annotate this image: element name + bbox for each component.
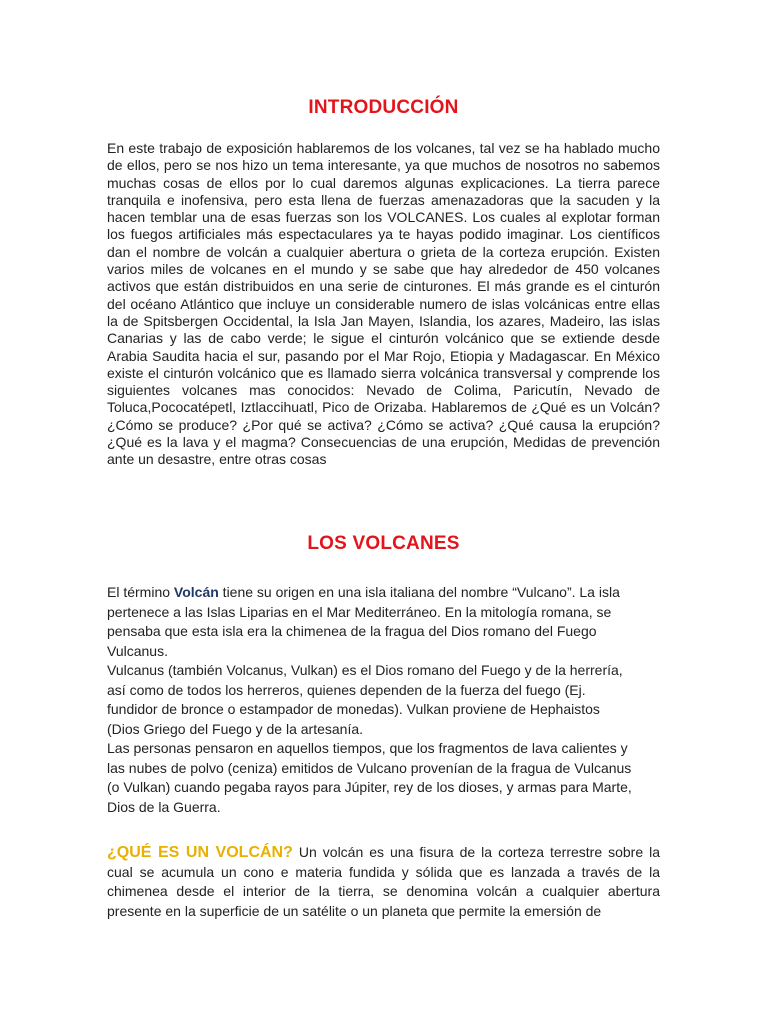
que-es-heading: ¿QUÉ ES UN VOLCÁN? — [107, 844, 293, 861]
volcanes-paragraph-3: Las personas pensaron en aquellos tiempos, que los fragmentos de lava calientes y las nubes de polvo (ceniza) emitidos de Vulcano provenían de la fragua de Vulcanus (o Vulkan) cuando pegaba rayos para Júpiter, rey de los dioses, y armas para Marte, Dios de la Guerra. — [107, 740, 632, 815]
volcanes-paragraph-2: Vulcanus (también Volcanus, Vulkan) es el Dios romano del Fuego y de la herrería, así como de todos los herreros, quienes dependen de la fuerza del fuego (Ej. fundidor de bronce o estampador de monedas). Vulkan proviene de Hephaistos (Dios Griego del Fuego y de la artesanía. — [107, 662, 623, 737]
volcanes-paragraph-1 — [107, 583, 632, 661]
intro-paragraph: En este trabajo de exposición hablaremos de los volcanes, tal vez se ha hablado mucho de ellos, pero se nos hizo un tema interesante, ya que muchos de nosotros no sabemos muchas cosas de ellos por lo cual daremos algunas explicaciones. La tierra parece tranquila e inofensiva, pero esta llena de fuerzas amenazadoras que la sacuden y la hacen temblar una de esas fuerzas son los VOLCANES. Los cuales al explotar forman los fuegos artificiales más espectaculares ya te hayas podido imaginar. Los científicos dan el nombre de volcán a cualquier abertura o grieta de la corteza erupción. Existen varios miles de volcanes en el mundo y se sabe que hay alrededor de 450 volcanes activos que están distribuidos en una serie de cinturones. El más grande es el cinturón del océano Atlántico que incluye un considerable numero de islas volcánicas entre ellas la de Spitsbergen Occidental, la Isla Jan Mayen, Islandia, los azares, Madeiro, las islas Canarias y las de cabo verde; le sigue el cinturón volcánico que se extiende desde Arabia Saudita hacia el sur, pasando por el Mar Rojo, Etiopia y Madagascar. En México existe el cinturón volcánico que es llamado sierra volcánica transversal y comprende los siguientes volcanes mas conocidos: Nevado de Colima, Paricutín, Nevado de Toluca,Pococatépetl, Iztlaccihuatl, Pico de Orizaba. Hablaremos de ¿Qué es un Volcán? ¿Cómo se produce? ¿Por qué se activa? ¿Cómo se activa? ¿Qué causa la erupción? ¿Qué es la lava y el magma? Consecuencias de una erupción, Medidas de prevención ante un desastre, entre otras cosas — [107, 140, 660, 468]
volcanes-p1-before: El término — [107, 584, 174, 600]
intro-title: INTRODUCCIÓN — [308, 97, 459, 118]
volcanes-p1-after: tiene su origen en una isla italiana del nombre “Vulcano”. La isla pertenece a las Islas Liparias en el Mar Mediterráneo. En la mitología romana, se pensaba que esta isla era la chimenea de la fragua del Dios romano del Fuego Vulcanus. — [107, 584, 620, 659]
volcan-term: Volcán — [173, 584, 219, 600]
volcanes-section — [107, 583, 660, 817]
que-es-text: Un volcán es una fisura de la corteza terrestre sobre la cual se acumula un cono e materia fundida y sólida que es lanzada a través de la chimenea desde el interior de la tierra, se denomina volcán a cualquier abertura presente en la superficie de un satélite o un planeta que permite la emersión de — [107, 844, 661, 919]
que-es-paragraph — [107, 843, 660, 921]
volcanes-title: LOS VOLCANES — [307, 533, 460, 554]
